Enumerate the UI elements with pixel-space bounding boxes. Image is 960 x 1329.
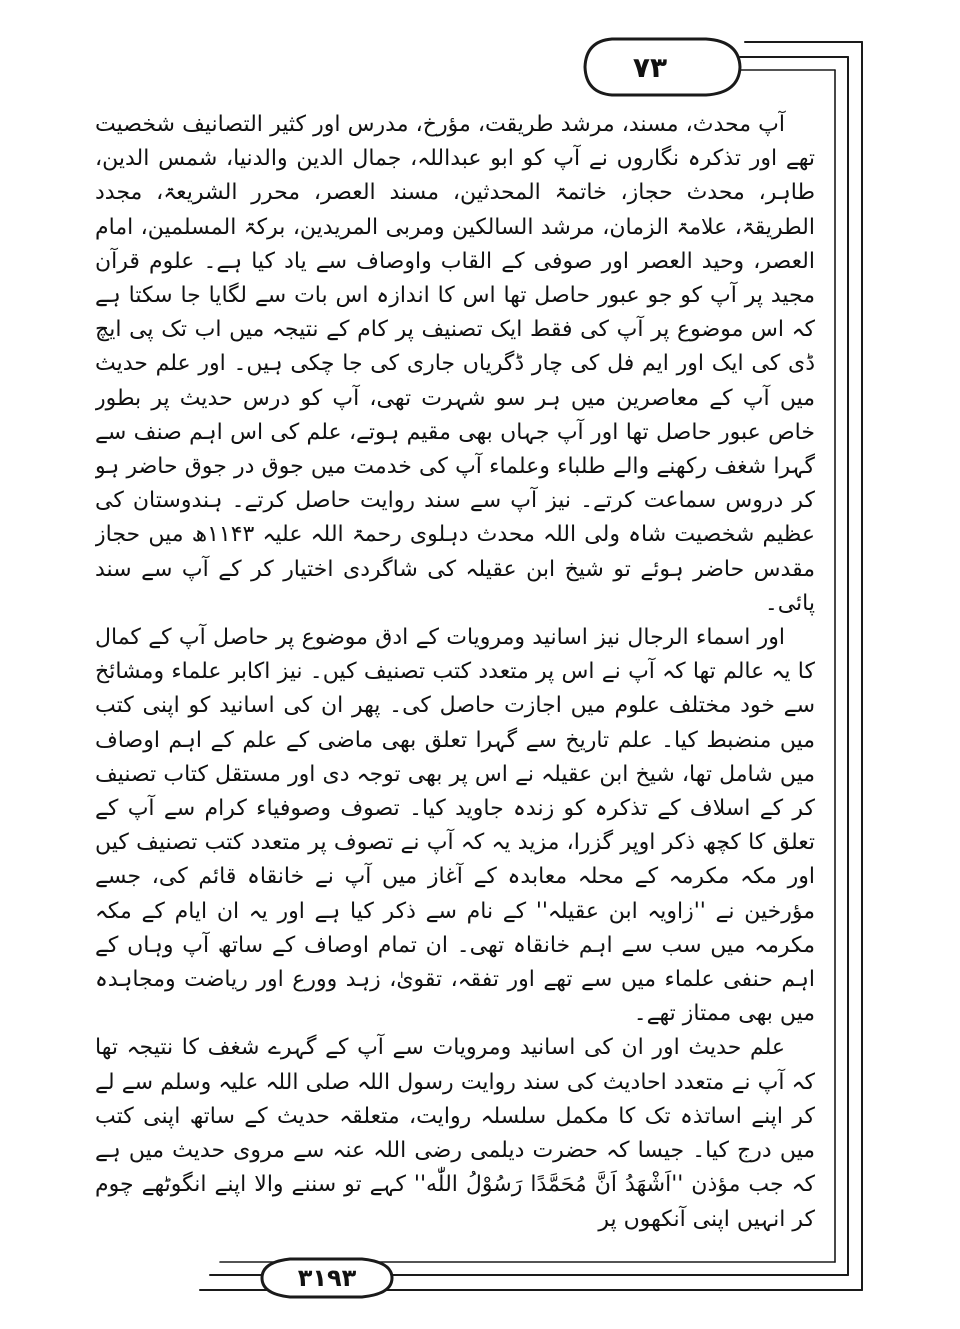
page-number-bottom: ۳۱۹۳: [297, 1264, 357, 1292]
paragraph: آپ محدث، مسند، مرشد طریقت، مؤرخ، مدرس اور کثیر التصانیف شخصیت تھے اور تذکرہ نگاروں نے آپ کو ابو عبداللہ، جمال الدین والدنیا، شمس الدین، طاہر، محدث حجاز، خاتمۃ المحدثین، مسند العصر، محرر الشریعۃ، مجدد الطریقۃ، علامۃ الزمان، مرشد السالکین ومربی المریدین، برکۃ المسلمین، امام العصر، وحید العصر اور صوفی کے القاب واوصاف سے یاد کیا ہے۔ علوم قرآن مجید پر آپ کو جو عبور حاصل تھا اس کا اندازہ اس بات سے لگایا جا سکتا ہے کہ اس موضوع پر آپ کی فقط ایک تصنیف پر کام کے نتیجہ میں اب تک پی ایچ ڈی کی ایک اور ایم فل کی چار ڈگریاں جاری کی جا چکی ہیں۔ اور علم حدیث میں آپ کے معاصرین میں ہر سو شہرت تھی، آپ کو درس حدیث پر بطور خاص عبور حاصل تھا اور آپ جہاں بھی مقیم ہوتے، علم کی اس اہم صنف سے گہرا شغف رکھنے والے طلباء وعلماء آپ کی خدمت میں جوق در جوق حاضر ہو کر دروس سماعت کرتے۔ نیز آپ سے سند روایت حاصل کرتے۔ ہندوستان کی عظیم شخصیت شاہ ولی اللہ محدث دہلوی رحمۃ اللہ علیہ ۱۱۴۳ھ میں حجاز مقدس حاضر ہوئے تو شیخ ابن عقیلہ کی شاگردی اختیار کر کے آپ سے سند پائی۔: [95, 112, 815, 616]
paragraph: اور اسماء الرجال نیز اسانید ومرویات کے ادق موضوع پر حاصل آپ کے کمال کا یہ عالم تھا کہ آپ نے اس پر متعدد کتب تصنیف کیں۔ نیز اکابر علماء ومشائخ سے خود مختلف علوم میں اجازت حاصل کی۔ پھر ان کی اسانید کو اپنی کتب میں منضبط کیا۔ علم تاریخ سے گہرا تعلق بھی ماضی کے علم کے اہم اوصاف میں شامل تھا، شیخ ابن عقیلہ نے اس پر بھی توجہ دی اور مستقل کتاب تصنیف کر کے اسلاف کے تذکرہ کو زندہ جاوید کیا۔ تصوف وصوفیاء کرام سے آپ کے تعلق کا کچھ ذکر اوپر گزرا، مزید یہ کہ آپ نے تصوف پر متعدد کتب تصنیف کیں اور مکہ مکرمہ کے محلہ معابدہ کے آغاز میں آپ نے خانقاہ قائم کی، جسے مؤرخین نے ''زاویہ ابن عقیلہ'' کے نام سے ذکر کیا ہے اور یہ ان ایام کے مکہ مکرمہ میں سب سے اہم خانقاہ تھی۔ ان تمام اوصاف کے ساتھ آپ وہاں کے اہم حنفی علماء میں سے تھے اور تفقہ، تقویٰ، زہد وورع اور ریاضت ومجاہدہ میں بھی ممتاز تھے۔: [95, 625, 815, 1027]
paragraph: علم حدیث اور ان کی اسانید ومرویات سے آپ کے گہرے شغف کا نتیجہ تھا کہ آپ نے متعدد احادیث کی سند روایت رسول اللہ صلی اللہ علیہ وسلم سے لے کر اپنے اساتذہ تک کا مکمل سلسلہ روایت، متعلقہ حدیث کے ساتھ اپنی کتب میں درج کیا۔ جیسا کہ حضرت دیلمی رضی اللہ عنہ سے مروی حدیث میں ہے کہ جب مؤذن ''اَشْهَدُ اَنَّ مُحَمَّدًا رَسُوْلُ اللّٰه'' کہے تو سننے والا اپنے انگوٹھے چوم کر انہیں اپنی آنکھوں پر: [95, 1035, 815, 1232]
page-body: [95, 108, 815, 1243]
page-number-top: ۷۳: [632, 50, 668, 84]
